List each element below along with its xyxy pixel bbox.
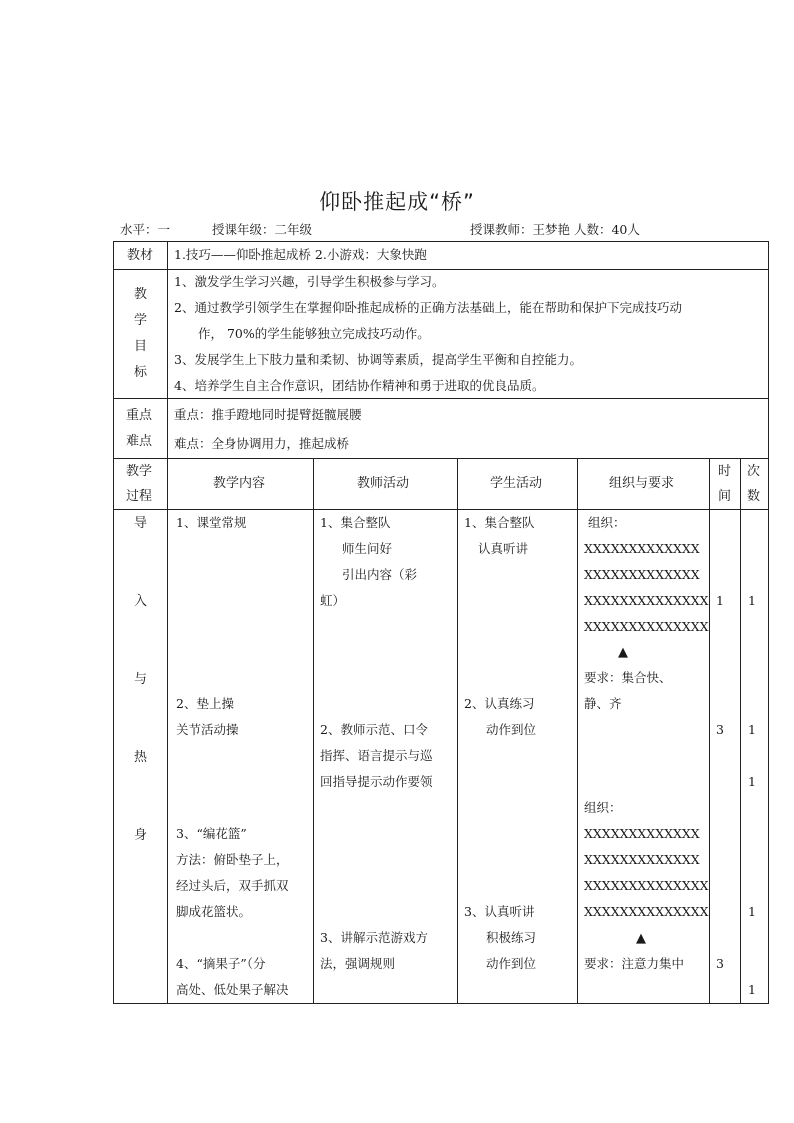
material-content: 1.技巧——仰卧推起成桥 2.小游戏：大象快跑 xyxy=(174,247,427,262)
table-rule xyxy=(113,509,769,510)
stage-char: 热 xyxy=(134,750,148,765)
content-item: 2、垫上操 xyxy=(176,696,234,711)
formation-row: XXXXXXXXXXXXXX xyxy=(584,619,709,634)
table-rule xyxy=(577,458,578,1003)
teacher-activity-item: 引出内容（彩 xyxy=(342,567,418,582)
organize-header: 组织与要求 xyxy=(609,476,675,491)
formation-row: XXXXXXXXXXXXX xyxy=(584,541,700,556)
student-activity-item: 动作到位 xyxy=(486,956,537,971)
formation-row: XXXXXXXXXXXXX xyxy=(584,567,700,582)
content-item: 关节活动操 xyxy=(176,722,239,737)
time-value: 3 xyxy=(716,722,724,737)
process-header: 过程 xyxy=(126,489,153,504)
content-item: 3、“编花篮” xyxy=(176,826,247,841)
count-header: 次 xyxy=(747,464,761,479)
teacher-activity-item: 2、教师示范、口令 xyxy=(320,722,428,737)
goal-item: 4、培养学生自主合作意识，团结协作精神和勇于进取的优良品质。 xyxy=(174,378,545,393)
organize-label: 组织： xyxy=(584,800,622,815)
formation-row: XXXXXXXXXXXXXX xyxy=(584,593,709,608)
teacher-activity-item: 虹） xyxy=(320,593,346,608)
teacher-position-triangle-icon: ▲ xyxy=(618,645,628,660)
goals-label-char: 教 xyxy=(134,287,148,302)
formation-row: XXXXXXXXXXXXXX xyxy=(584,878,709,893)
table-border-right xyxy=(768,241,769,1003)
goals-label-char: 目 xyxy=(134,339,148,354)
table-rule xyxy=(313,458,314,1003)
formation-row: XXXXXXXXXXXXX xyxy=(584,826,700,841)
table-rule xyxy=(167,241,168,1003)
teacher-activity-item: 3、讲解示范游戏方 xyxy=(320,930,428,945)
formation-row: XXXXXXXXXXXXX xyxy=(584,852,700,867)
teacher-activity-item: 师生问好 xyxy=(342,541,393,556)
teacher-activity-item: 法，强调规则 xyxy=(320,956,396,971)
table-border-top xyxy=(113,241,769,242)
student-activity-item: 动作到位 xyxy=(486,722,537,737)
organize-requirement: 静、齐 xyxy=(584,696,622,711)
student-activity-item: 3、认真听讲 xyxy=(464,904,535,919)
count-value: 1 xyxy=(748,722,756,737)
goal-item: 作， 70%的学生能够独立完成技巧动作。 xyxy=(198,326,430,341)
goal-item: 3、发展学生上下肢力量和柔韧、协调等素质，提高学生平衡和自控能力。 xyxy=(174,352,582,367)
student-activity-item: 认真听讲 xyxy=(478,541,529,556)
count-value: 1 xyxy=(748,593,756,608)
teacher-position-triangle-icon: ▲ xyxy=(636,931,646,946)
content-item: 经过头后，双手抓双 xyxy=(176,878,289,893)
difficulty-text: 难点：全身协调用力，推起成桥 xyxy=(174,436,350,451)
student-activity-header: 学生活动 xyxy=(490,476,543,491)
count-value: 1 xyxy=(748,774,756,789)
teacher-activity-item: 1、集合整队 xyxy=(320,515,391,530)
table-border-left xyxy=(113,241,114,1003)
goals-label-char: 学 xyxy=(134,313,148,328)
count-value: 1 xyxy=(748,904,756,919)
stage-char: 入 xyxy=(134,594,148,609)
table-rule xyxy=(740,458,741,1003)
teacher-activity-item: 指挥、语言提示与巡 xyxy=(320,748,433,763)
table-rule xyxy=(113,458,769,459)
goals-label-char: 标 xyxy=(134,365,148,380)
goal-item: 2、通过教学引领学生在掌握仰卧推起成桥的正确方法基础上，能在帮助和保护下完成技巧动 xyxy=(174,300,682,315)
count-header: 数 xyxy=(747,489,761,504)
key-point-text: 重点：推手蹬地同时提臂挺髋展腰 xyxy=(174,407,362,422)
stage-char: 身 xyxy=(134,828,148,843)
table-border-bottom xyxy=(113,1003,769,1004)
level-label: 水平：一 xyxy=(120,222,171,237)
process-header: 教学 xyxy=(126,464,153,479)
grade-label: 授课年级：二年级 xyxy=(212,222,313,237)
student-activity-item: 2、认真练习 xyxy=(464,696,535,711)
content-header: 教学内容 xyxy=(213,476,266,491)
stage-char: 与 xyxy=(134,672,148,687)
time-header: 时 xyxy=(718,464,732,479)
content-item: 方法：俯卧垫子上， xyxy=(176,852,289,867)
time-value: 3 xyxy=(716,956,724,971)
stage-char: 导 xyxy=(134,516,148,531)
organize-label: 组织： xyxy=(588,515,626,530)
content-item: 1、课堂常规 xyxy=(176,515,247,530)
organize-requirement: 要求：集合快、 xyxy=(584,670,672,685)
time-header: 间 xyxy=(718,489,732,504)
count-value: 1 xyxy=(748,982,756,997)
page-title: 仰卧推起成“桥” xyxy=(319,190,475,214)
table-rule xyxy=(113,398,769,399)
content-item: 高处、低处果子解决 xyxy=(176,982,289,997)
student-activity-item: 积极练习 xyxy=(486,930,537,945)
organize-requirement: 要求：注意力集中 xyxy=(584,956,685,971)
table-rule xyxy=(709,458,710,1003)
keypoints-label: 重点 xyxy=(126,408,153,423)
teacher-count-label: 授课教师：王梦艳 人数：40人 xyxy=(470,222,640,237)
table-rule xyxy=(113,269,769,270)
content-item: 脚成花篮状。 xyxy=(176,904,252,919)
table-rule xyxy=(457,458,458,1003)
teacher-activity-item: 回指导提示动作要领 xyxy=(320,774,433,789)
student-activity-item: 1、集合整队 xyxy=(464,515,535,530)
time-value: 1 xyxy=(716,593,724,608)
formation-row: XXXXXXXXXXXXXX xyxy=(584,904,709,919)
difficulty-label: 难点 xyxy=(126,434,153,449)
goal-item: 1、激发学生学习兴趣，引导学生积极参与学习。 xyxy=(174,274,445,289)
content-item: 4、“摘果子”（分 xyxy=(176,956,266,971)
teacher-activity-header: 教师活动 xyxy=(357,476,410,491)
material-label: 教材 xyxy=(127,248,154,263)
